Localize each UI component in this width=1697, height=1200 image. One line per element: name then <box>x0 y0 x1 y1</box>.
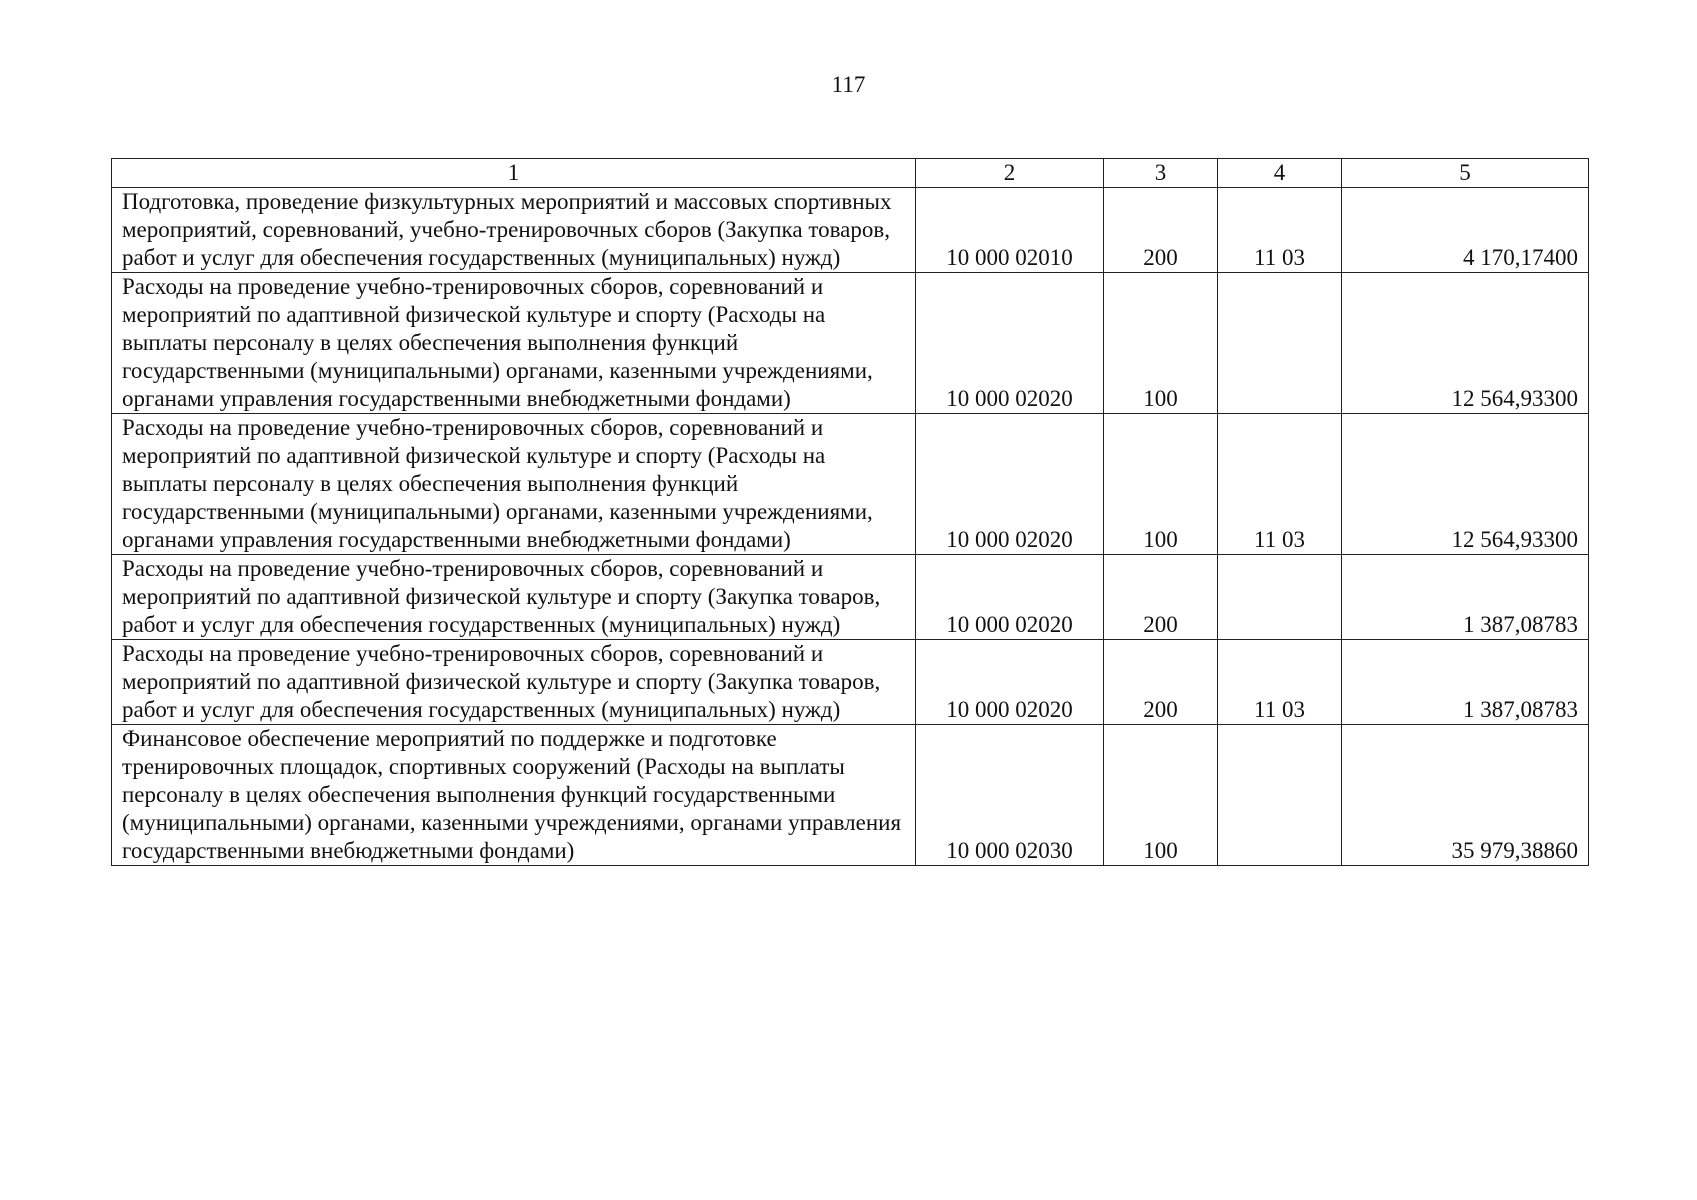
table-row <box>112 725 1589 866</box>
row-description: Расходы на проведение учебно-тренировочных сборов, соревнований и мероприятий по адаптивной физической культуре и спорту (Расходы на выплаты персоналу в целях обеспечения выполнения функций государственными (муниципальными) органами, казенными учреждениями, органами управления государственными внебюджетными фондами) <box>112 414 916 555</box>
column-header-5: 5 <box>1342 159 1589 188</box>
row-target-code: 10 000 02020 <box>916 555 1104 640</box>
row-description: Финансовое обеспечение мероприятий по поддержке и подготовке тренировочных площадок, спортивных сооружений (Расходы на выплаты персоналу в целях обеспечения выполнения функций государственными (муниципальными) органами, казенными учреждениями, органами управления государственными внебюджетными фондами) <box>112 725 916 866</box>
row-amount: 12 564,93300 <box>1342 273 1589 414</box>
row-section <box>1218 555 1342 640</box>
table-header-row <box>112 159 1589 188</box>
row-description: Расходы на проведение учебно-тренировочных сборов, соревнований и мероприятий по адаптивной физической культуре и спорту (Закупка товаров, работ и услуг для обеспечения государственных (муниципальных) нужд) <box>112 640 916 725</box>
row-expense-type: 100 <box>1104 273 1218 414</box>
row-amount: 12 564,93300 <box>1342 414 1589 555</box>
row-target-code: 10 000 02020 <box>916 640 1104 725</box>
row-expense-type: 100 <box>1104 414 1218 555</box>
row-section <box>1218 725 1342 866</box>
row-expense-type: 200 <box>1104 188 1218 273</box>
row-target-code: 10 000 02030 <box>916 725 1104 866</box>
table-row <box>112 555 1589 640</box>
page-number: 117 <box>831 72 866 97</box>
table-row <box>112 414 1589 555</box>
row-target-code: 10 000 02020 <box>916 414 1104 555</box>
table-row <box>112 640 1589 725</box>
table-row <box>112 188 1589 273</box>
column-header-2: 2 <box>916 159 1104 188</box>
row-expense-type: 200 <box>1104 640 1218 725</box>
row-description: Подготовка, проведение физкультурных мероприятий и массовых спортивных мероприятий, соревнований, учебно-тренировочных сборов (Закупка товаров, работ и услуг для обеспечения государственных (муниципальных) нужд) <box>112 188 916 273</box>
table-row <box>112 273 1589 414</box>
column-header-3: 3 <box>1104 159 1218 188</box>
column-header-1: 1 <box>112 159 916 188</box>
row-section: 11 03 <box>1218 640 1342 725</box>
row-target-code: 10 000 02010 <box>916 188 1104 273</box>
row-expense-type: 100 <box>1104 725 1218 866</box>
budget-table <box>111 158 1589 866</box>
row-section: 11 03 <box>1218 414 1342 555</box>
row-amount: 1 387,08783 <box>1342 640 1589 725</box>
row-expense-type: 200 <box>1104 555 1218 640</box>
row-description: Расходы на проведение учебно-тренировочных сборов, соревнований и мероприятий по адаптивной физической культуре и спорту (Закупка товаров, работ и услуг для обеспечения государственных (муниципальных) нужд) <box>112 555 916 640</box>
row-description: Расходы на проведение учебно-тренировочных сборов, соревнований и мероприятий по адаптивной физической культуре и спорту (Расходы на выплаты персоналу в целях обеспечения выполнения функций государственными (муниципальными) органами, казенными учреждениями, органами управления государственными внебюджетными фондами) <box>112 273 916 414</box>
row-amount: 4 170,17400 <box>1342 188 1589 273</box>
row-section: 11 03 <box>1218 188 1342 273</box>
row-section <box>1218 273 1342 414</box>
column-header-4: 4 <box>1218 159 1342 188</box>
row-amount: 1 387,08783 <box>1342 555 1589 640</box>
row-target-code: 10 000 02020 <box>916 273 1104 414</box>
row-amount: 35 979,38860 <box>1342 725 1589 866</box>
